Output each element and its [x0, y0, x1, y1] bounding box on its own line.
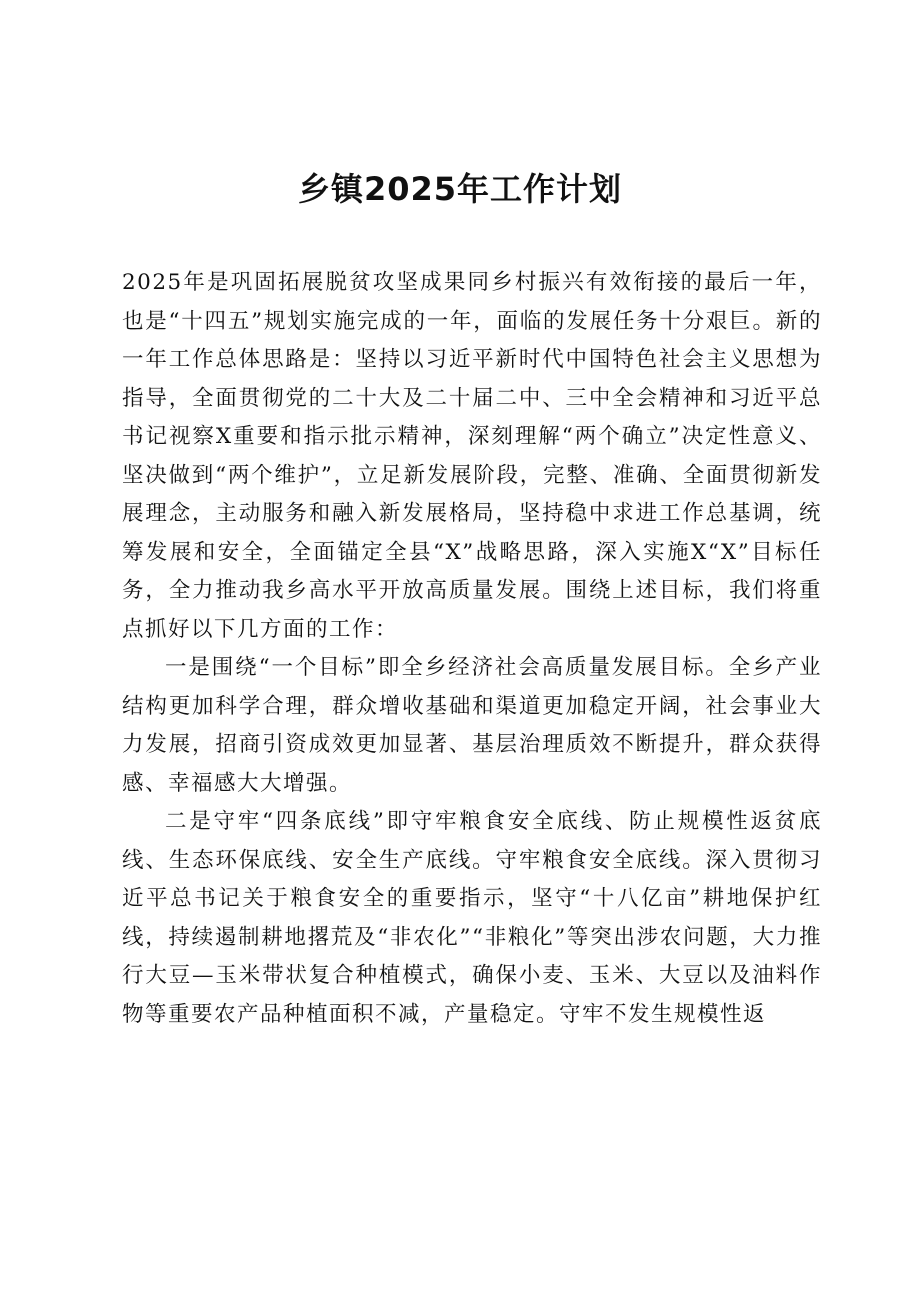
document-title: 乡镇2025年工作计划: [297, 170, 623, 208]
paragraph-bottom-lines: 二是守牢“四条底线”即守牢粮食安全底线、防止规模性返贫底线、生态环保底线、安全生产底线。守牢粮食安全底线。深入贯彻习近平总书记关于粮食安全的重要指示，坚守“十八亿亩”耕地保护红线，持续遏制耕地撂荒及“非农化”“非粮化”等突出涉农问题，大力推行大豆—玉米带状复合种植模式，确保小麦、玉米、大豆以及油料作物等重要农产品种植面积不减，产量稳定。守牢不发生规模性返: [122, 809, 823, 1027]
document-body: [122, 264, 822, 1034]
paragraph-intro: 2025年是巩固拓展脱贫攻坚成果同乡村振兴有效衔接的最后一年，也是“十四五”规划实施完成的一年，面临的发展任务十分艰巨。新的一年工作总体思路是：坚持以习近平新时代中国特色社会主义思想为指导，全面贯彻党的二十大及二十届二中、三中全会精神和习近平总书记视察X重要和指示批示精神，深刻理解“两个确立”决定性意义、坚决做到“两个维护”，立足新发展阶段，完整、准确、全面贯彻新发展理念，主动服务和融入新发展格局，坚持稳中求进工作总基调，统筹发展和安全，全面锚定全县“X”战略思路，深入实施X“X”目标任务，全力推动我乡高水平开放高质量发展。围绕上述目标，我们将重点抓好以下几方面的工作：: [122, 270, 822, 642]
paragraph-goal: 一是围绕“一个目标”即全乡经济社会高质量发展目标。全乡产业结构更加科学合理，群众增收基础和渠道更加稳定开阔，社会事业大力发展，招商引资成效更加显著、基层治理质效不断提升，群众获得感、幸福感大大增强。: [122, 655, 822, 796]
